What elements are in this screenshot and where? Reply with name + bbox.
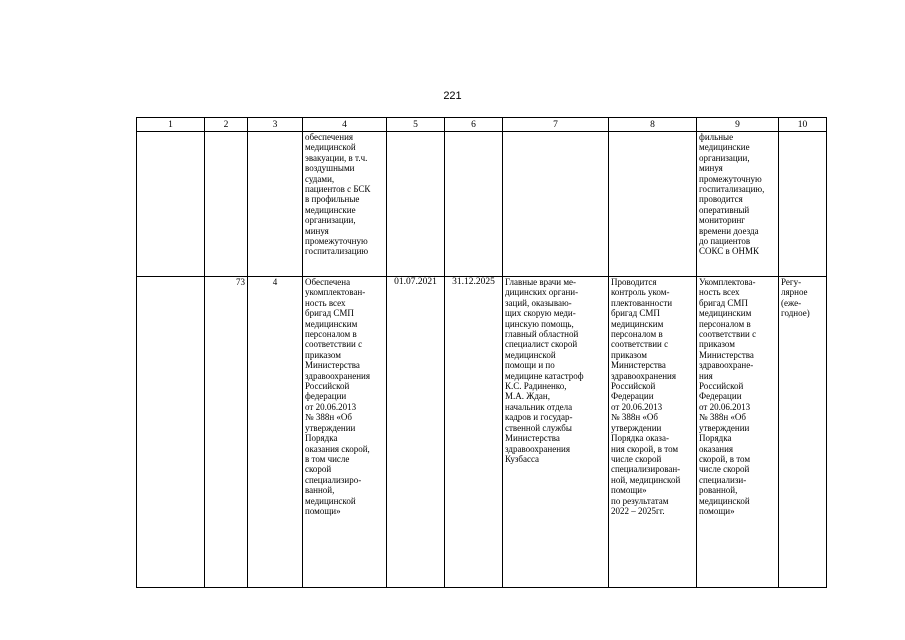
measures-table [136,117,827,588]
cell-measure-number: 73 [205,277,248,588]
cell-responsible: Главные врачи ме- дицинских органи- заций, оказываю- щих скорую меди- цинскую помощь, главный областной специалист скорой медицинской помощи и по медицине катастроф К.С. Радиненко, М.А. Ждан, начальник отдела кадров и государ- ственной службы Министерства здравоохранения Кузбасса [503,277,609,588]
table-row [137,277,827,588]
cell-index [137,132,205,277]
cell-responsible [503,132,609,277]
column-number-6: 6 [445,118,503,132]
cell-task-number: 4 [248,277,303,588]
cell-result: фильные медицинские организации, минуя промежуточную госпитализацию, проводится оперативный мониторинг времени доезда до пациентов СОКС в ОНМК [697,132,779,277]
cell-measure-description: Обеспечена укомплектован- ность всех бригад СМП медицинским персоналом в соответствии с приказом Министерства здравоохранения Российской федерации от 20.06.2013 № 388н «Об утверждении Порядка оказания скорой, в том числе скорой специализиро- ванной, медицинской помощи» [303,277,387,588]
cell-frequency [779,132,827,277]
cell-task-number [248,132,303,277]
cell-result: Укомплектова- ность всех бригад СМП медицинским персоналом в соответствии с приказом Министерства здравоохране- ния Российской Федерации от 20.06.2013 № 388н «Об утверждении Порядка оказания скорой, в том числе скорой специализи- рованной, медицинской помощи» [697,277,779,588]
column-number-2: 2 [205,118,248,132]
column-number-10: 10 [779,118,827,132]
column-number-4: 4 [303,118,387,132]
cell-control: Проводится контроль уком- плектованности бригад СМП медицинским персоналом в соответствии с приказом Министерства здравоохранения Российской Федерации от 20.06.2013 № 388н «Об утверждении Порядка оказа- ния скорой, в том числе скорой специализирован- ной, медицинской помощи» по результатам 2022 – 2025гг. [609,277,697,588]
column-number-7: 7 [503,118,609,132]
column-number-1: 1 [137,118,205,132]
cell-index [137,277,205,588]
cell-frequency: Регу- лярное (еже- годное) [779,277,827,588]
column-number-8: 8 [609,118,697,132]
cell-end-date: 31.12.2025 [445,277,503,588]
column-number-3: 3 [248,118,303,132]
column-number-5: 5 [387,118,445,132]
cell-start-date [387,132,445,277]
column-number-9: 9 [697,118,779,132]
cell-end-date [445,132,503,277]
cell-start-date: 01.07.2021 [387,277,445,588]
cell-measure-description: обеспечения медицинской эвакуации, в т.ч. воздушными судами, пациентов с БСК в профильные медицинские организации, минуя промежуточную госпитализацию [303,132,387,277]
cell-measure-number [205,132,248,277]
table-row [137,132,827,277]
table-header-row [137,118,827,132]
page-number: 221 [443,90,462,102]
cell-control [609,132,697,277]
